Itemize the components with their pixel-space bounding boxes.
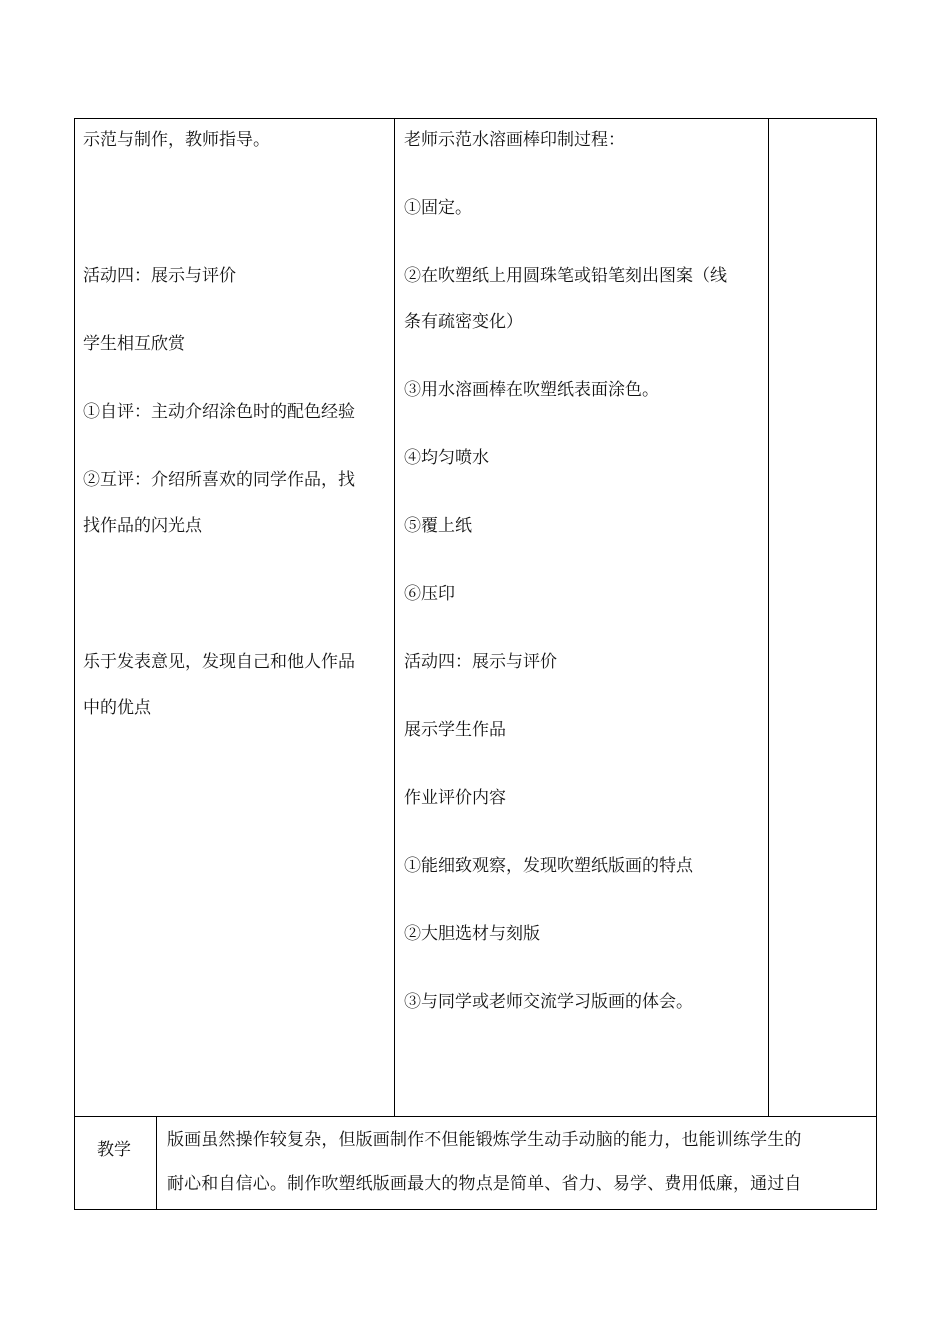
reflection-label: 教学 xyxy=(97,1140,131,1160)
table-left-border xyxy=(74,118,75,1210)
left-line-8: 中的优点 xyxy=(83,698,151,718)
middle-line-2: ①固定。 xyxy=(404,198,472,218)
reflection-line-2: 耐心和自信心。制作吹塑纸版画最大的物点是简单、省力、易学、费用低廉，通过自 xyxy=(167,1174,802,1194)
middle-line-9: 活动四：展示与评价 xyxy=(404,652,557,672)
label-divider xyxy=(156,1116,157,1210)
middle-line-7: ⑤覆上纸 xyxy=(404,516,472,536)
left-line-7: 乐于发表意见，发现自己和他人作品 xyxy=(83,652,355,672)
middle-line-14: ③与同学或老师交流学习版画的体会。 xyxy=(404,992,693,1012)
column-divider-1 xyxy=(394,118,395,1116)
middle-line-10: 展示学生作品 xyxy=(404,720,506,740)
middle-line-13: ②大胆选材与刻版 xyxy=(404,924,540,944)
left-line-4: ①自评：主动介绍涂色时的配色经验 xyxy=(83,402,355,422)
left-line-3: 学生相互欣赏 xyxy=(83,334,185,354)
reflection-line-1: 版画虽然操作较复杂，但版画制作不但能锻炼学生动手动脑的能力，也能训练学生的 xyxy=(167,1130,802,1150)
middle-line-3: ②在吹塑纸上用圆珠笔或铅笔刻出图案（线 xyxy=(404,266,727,286)
middle-line-4: 条有疏密变化） xyxy=(404,312,523,332)
middle-line-5: ③用水溶画棒在吹塑纸表面涂色。 xyxy=(404,380,659,400)
column-divider-2 xyxy=(768,118,769,1116)
left-line-5: ②互评：介绍所喜欢的同学作品，找 xyxy=(83,470,355,490)
middle-line-11: 作业评价内容 xyxy=(404,788,506,808)
table-right-border xyxy=(876,118,877,1210)
left-line-6: 找作品的闪光点 xyxy=(83,516,202,536)
middle-line-6: ④均匀喷水 xyxy=(404,448,489,468)
middle-line-1: 老师示范水溶画棒印制过程： xyxy=(404,130,625,150)
table-bottom-border xyxy=(74,1209,877,1210)
middle-line-8: ⑥压印 xyxy=(404,584,455,604)
middle-line-12: ①能细致观察，发现吹塑纸版画的特点 xyxy=(404,856,693,876)
table-top-border xyxy=(74,118,877,119)
row-divider xyxy=(74,1116,877,1117)
left-line-2: 活动四：展示与评价 xyxy=(83,266,236,286)
left-line-1: 示范与制作，教师指导。 xyxy=(83,130,270,150)
